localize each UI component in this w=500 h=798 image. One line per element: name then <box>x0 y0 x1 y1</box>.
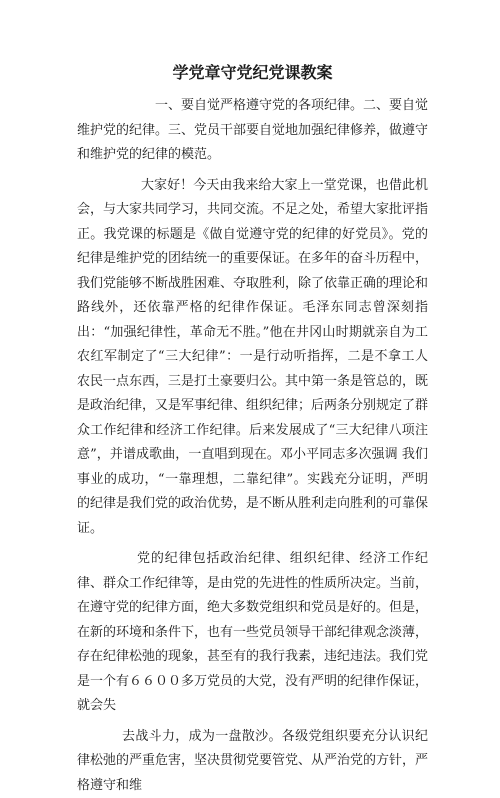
body-paragraph-1: 大家好！今天由我来给大家上一堂党课，也借此机会，与大家共同学习，共同交流。不足之处，希望大家批评指正。我党课的标题是《做自觉遵守党的纪律的好党员》。党的纪律是维护党的团结统一的重要保证。在多年的奋斗历程中，我们党能够不断战胜困难、夺取胜利，除了依靠正确的理论和路线外，还依靠严格的纪律作保证。毛泽东同志曾深刻指出：“加强纪律性，革命无不胜。”他在井冈山时期就亲自为工农红军制定了“三大纪律”：一是行动听指挥，二是不拿工人农民一点东西，三是打土豪要归公。其中第一条是管总的，既是政治纪律，又是军事纪律、组织纪律；后两条分别规定了群众工作纪律和经济工作纪律。后来发展成了“三大纪律八项注意”，并谱成歌曲，一直唱到现在。邓小平同志多次强调 我们事业的成功，“一靠理想，二靠纪律”。实践充分证明，严明的纪律是我们党的政治优势，是不断从胜利走向胜利的可靠保证。 <box>77 174 428 542</box>
outline-paragraph: 一、要自觉严格遵守党的各项纪律。二、要自觉维护党的纪律。三、党员干部要自觉地加强纪律修养，做遵守和维护党的纪律的模范。 <box>77 94 428 168</box>
body-paragraph-2: 党的纪律包括政治纪律、组织纪律、经济工作纪律、群众工作纪律等，是由党的先进性的性质所决定。当前，在遵守党的纪律方面，绝大多数党组织和党员是好的。但是，在新的环境和条件下，也有一些党员领导干部纪律观念淡薄，存在纪律松弛的现象，甚至有的我行我素，违纪违法。我们党是一个有６６００多万党员的大党，没有严明的纪律作保证，就会失 <box>77 547 428 719</box>
document-title: 学党章守党纪党课教案 <box>77 62 428 84</box>
body-paragraph-3: 去战斗力，成为一盘散沙。各级党组织要充分认识纪律松弛的严重危害，坚决贯彻党要管党、从严治党的方针，严格遵守和维 <box>77 725 428 798</box>
